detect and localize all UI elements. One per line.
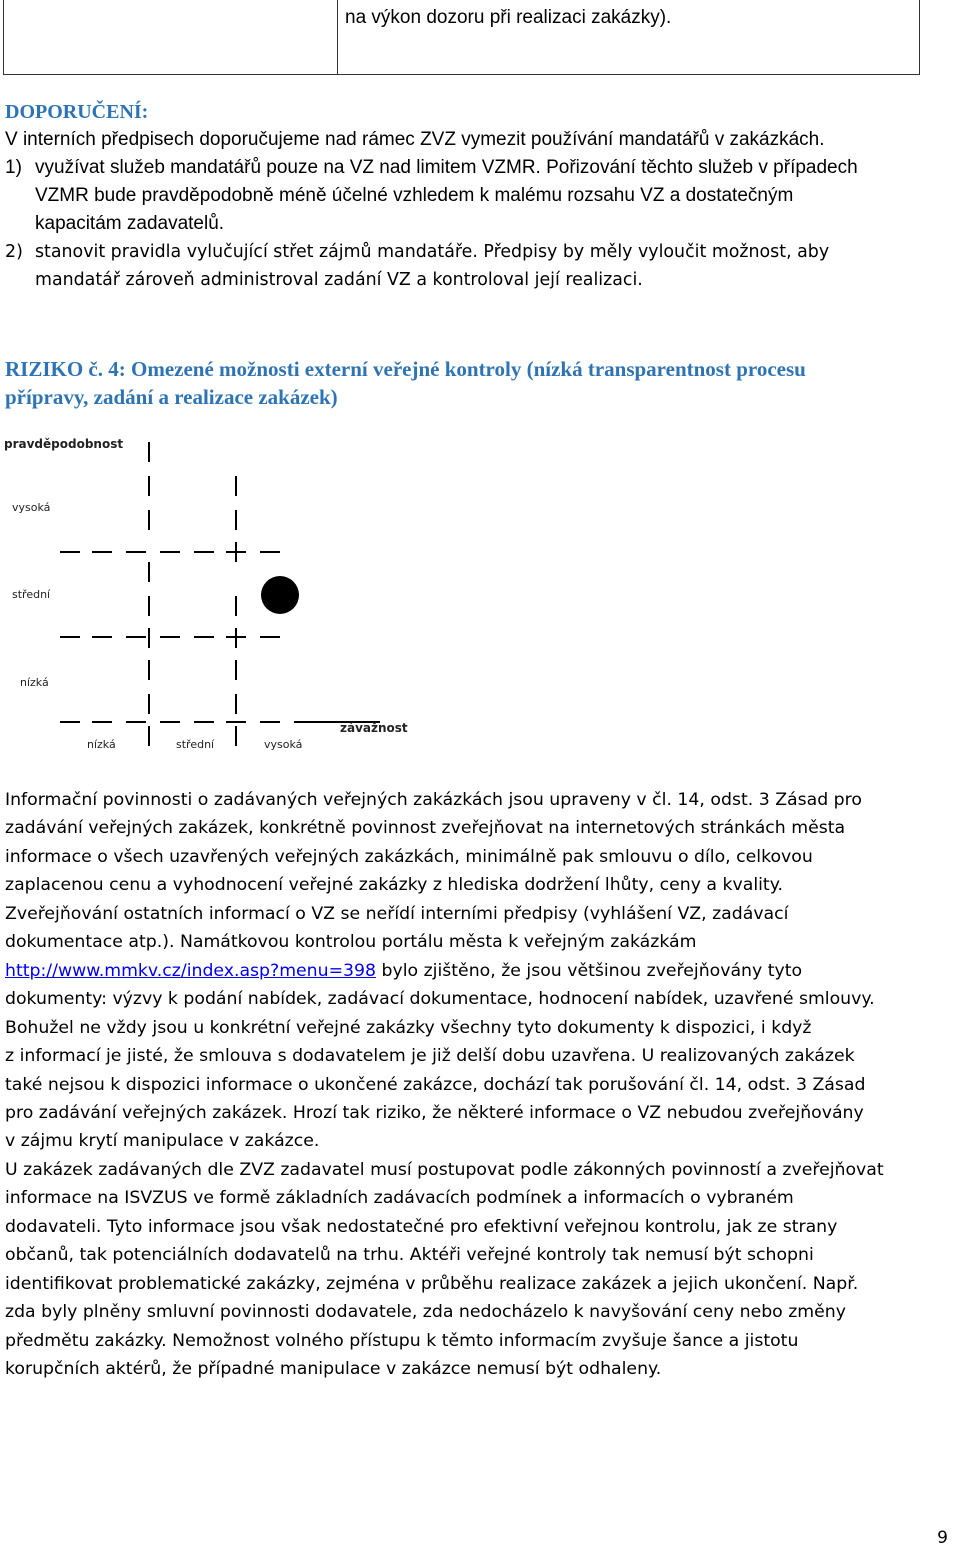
recommendation-item <box>5 238 945 294</box>
table-border-left <box>3 0 4 75</box>
body-line: identifikovat problematické zakázky, zejména v průběhu realizace zakázek a jejich ukončení. Např. <box>5 1273 859 1294</box>
body-line: v zájmu krytí manipulace v zakázce. <box>5 1131 320 1152</box>
body-line: dokumenty: výzvy k podání nabídek, zadávací dokumentace, hodnocení nabídek, uzavřené smlouvy. <box>5 989 875 1010</box>
item-line: kapacitám zadavatelů. <box>35 213 225 234</box>
item-line: VZMR bude pravděpodobně méně účelné vzhledem k malému rozsahu VZ a dostatečným <box>35 185 794 206</box>
body-line: U zakázek zadávaných dle ZVZ zadavatel musí postupovat podle zákonných povinností a zveřejňovat <box>5 1159 884 1180</box>
table-border-right <box>919 0 920 75</box>
page-number: 9 <box>937 1528 948 1548</box>
body-line: zadávání veřejných zakázek, konkrétně povinnost zveřejňovat na internetových stránkách města <box>5 818 846 839</box>
body-line-with-link <box>5 957 955 985</box>
y-axis-title: pravděpodobnost <box>4 437 124 451</box>
x-axis-title: závažnost <box>340 721 408 735</box>
body-line: informace o všech uzavřených veřejných zakázkách, minimálně pak smlouvu o dílo, celkovou <box>5 846 813 867</box>
body-line: informace na ISVZUS ve formě základních zadávacích podmínek a informacích o vybraném <box>5 1188 794 1209</box>
body-line: zaplacenou cenu a vyhodnocení veřejné zakázky z hlediska dodržení lhůty, ceny a kvality. <box>5 875 783 896</box>
body-line: také nejsou k dispozici informace o ukončené zakázce, dochází tak porušování čl. 14, odst. 3 Zásad <box>5 1074 866 1095</box>
y-level-label: vysoká <box>12 501 51 514</box>
body-line: Zveřejňování ostatních informací o VZ se neřídí interními předpisy (vyhlášení VZ, zadávací <box>5 903 789 924</box>
recommendation-intro: V interních předpisech doporučujeme nad rámec ZVZ vymezit používání mandatářů v zakázkách. <box>5 129 825 150</box>
body-line: občanů, tak potenciálních dodavatelů na trhu. Aktéři veřejné kontroly tak nemusí být schopni <box>5 1245 814 1266</box>
body-line: Informační povinnosti o zadávaných veřejných zakázkách jsou upraveny v čl. 14, odst. 3 Zásad pro <box>5 790 862 810</box>
recommendation-item <box>5 154 945 238</box>
body-line: předmětu zakázky. Nemožnost volného přístupu k těmto informacím zvyšuje šance a jistotu <box>5 1330 799 1351</box>
y-level-label: nízká <box>20 676 49 689</box>
risk-matrix <box>0 432 420 762</box>
x-level-label: vysoká <box>264 738 303 751</box>
item-number: 2) <box>5 242 23 262</box>
item-line: mandatář zároveň administroval zadání VZ a kontroloval její realizaci. <box>35 270 643 290</box>
body-line: dokumentace atp.). Namátkovou kontrolou portálu města k veřejným zakázkám <box>5 932 697 953</box>
x-level-label: nízká <box>87 738 116 751</box>
item-line: stanovit pravidla vylučující střet zájmů mandatáře. Předpisy by měly vyloučit možnost, aby <box>35 242 830 262</box>
recommendation-list <box>5 154 945 294</box>
body-line: pro zadávání veřejných zakázek. Hrozí tak riziko, že některé informace o VZ nebudou zveřejňovány <box>5 1102 864 1123</box>
body-paragraphs <box>5 786 955 1384</box>
risk-matrix-svg <box>0 432 420 762</box>
body-line: Bohužel ne vždy jsou u konkrétní veřejné zakázky všechny tyto dokumenty k dispozici, i když <box>5 1017 812 1038</box>
recommendation-heading: DOPORUČENÍ: <box>5 101 149 123</box>
body-line: zda byly plněny smluvní povinnosti dodavatele, zda nedocházelo k navyšování ceny nebo změny <box>5 1302 846 1323</box>
table-cell-text: na výkon dozoru při realizaci zakázky). <box>345 7 672 28</box>
body-line-text: bylo zjištěno, že jsou většinou zveřejňovány tyto <box>376 960 803 981</box>
body-line: dodavateli. Tyto informace jsou však nedostatečné pro efektivní veřejnou kontrolu, jak ze strany <box>5 1216 838 1237</box>
y-level-label: střední <box>12 588 51 601</box>
risk-heading-line: RIZIKO č. 4: Omezené možnosti externí veřejné kontroly (nízká transparentnost procesu <box>5 357 806 381</box>
risk-heading-line: přípravy, zadání a realizace zakázek) <box>5 385 338 409</box>
recommendation-section <box>5 98 945 294</box>
table-border-bottom <box>3 74 920 75</box>
item-line: využívat služeb mandatářů pouze na VZ nad limitem VZMR. Pořizování těchto služeb v případech <box>35 157 858 178</box>
table-border-middle <box>337 0 338 75</box>
x-level-label: střední <box>176 738 215 751</box>
risk-heading <box>5 355 955 411</box>
portal-link[interactable]: http://www.mmkv.cz/index.asp?menu=398 <box>5 960 377 981</box>
risk-marker <box>261 576 299 614</box>
body-line: z informací je jisté, že smlouva s dodavatelem je již delší dobu uzavřena. U realizovaných zakázek <box>5 1046 855 1067</box>
item-number: 1) <box>5 157 22 178</box>
body-line: korupčních aktérů, že případné manipulace v zakázce nemusí být odhaleny. <box>5 1359 662 1380</box>
